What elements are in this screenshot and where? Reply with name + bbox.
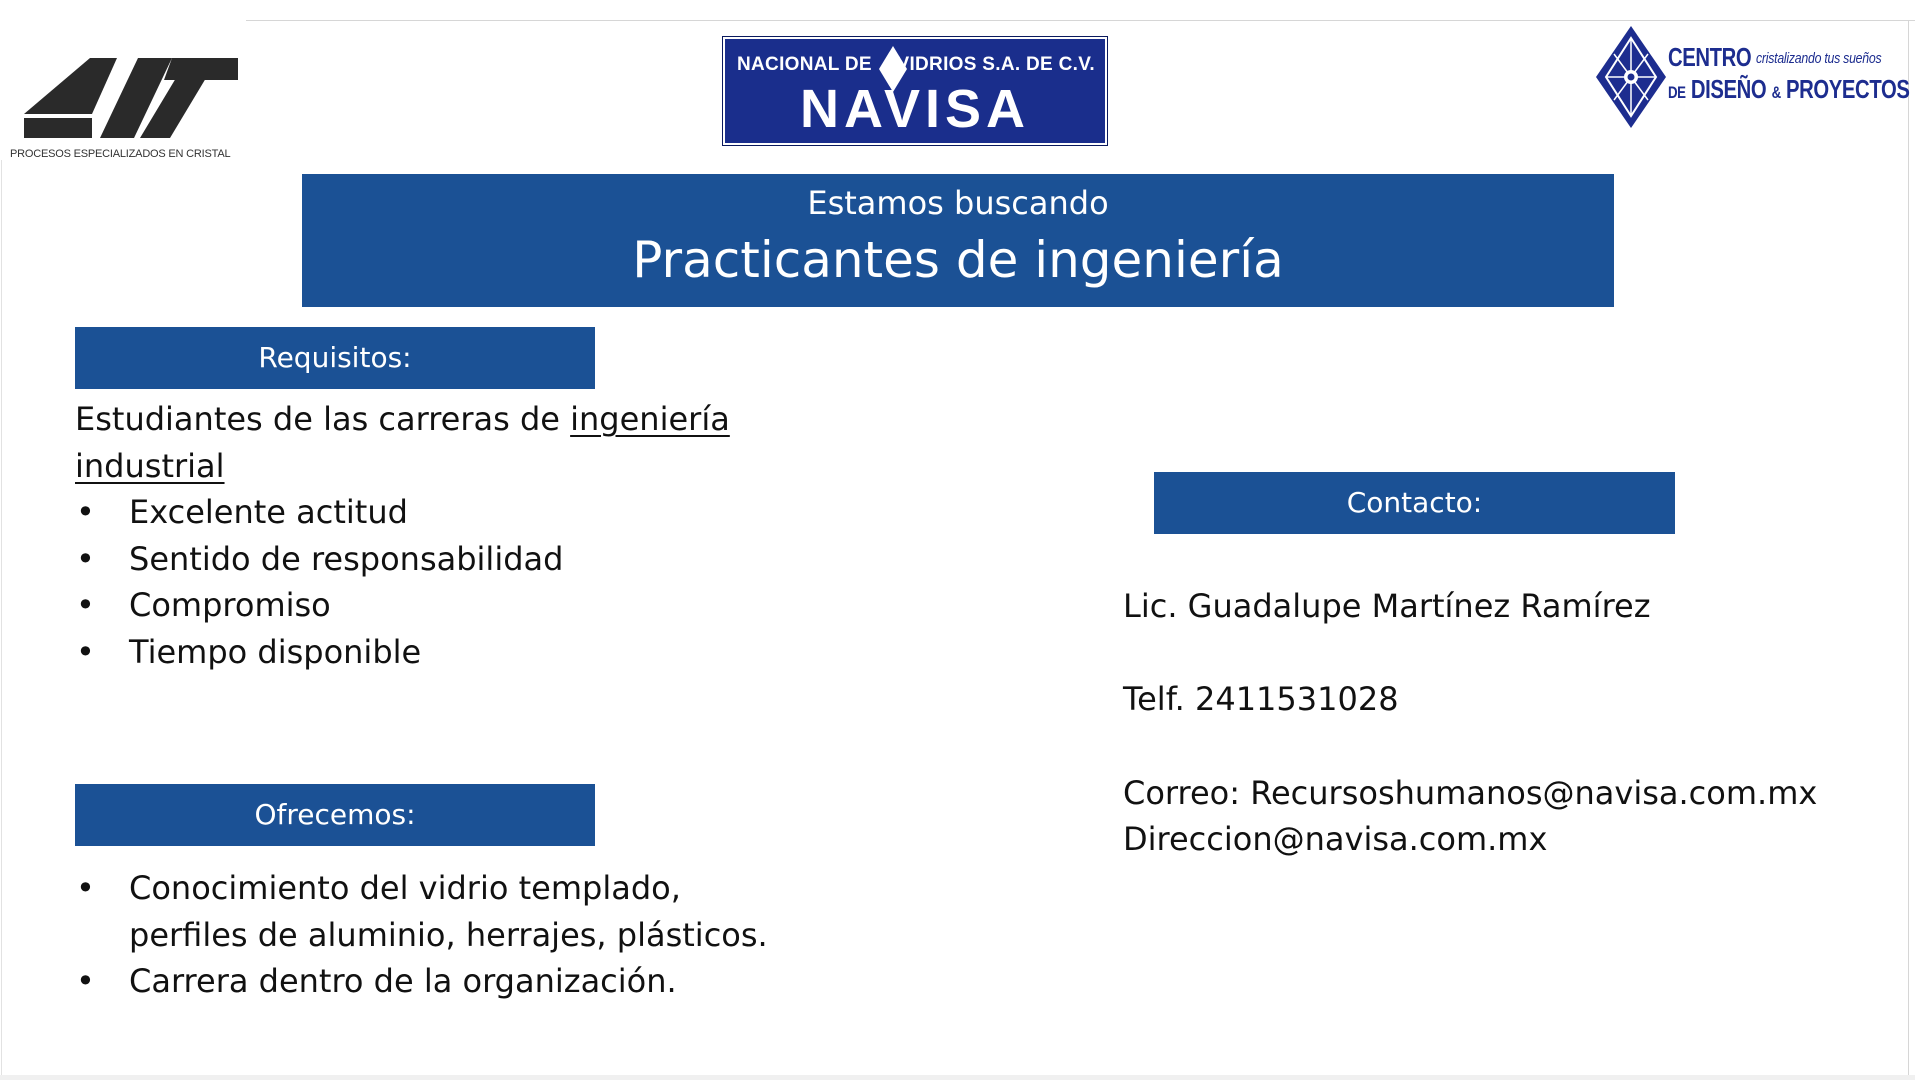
requisitos-heading: Requisitos:	[75, 327, 595, 389]
contact-phone: Telf. 2411531028	[1123, 680, 1399, 718]
bullet-icon: •	[76, 586, 95, 625]
header-subtitle: Estamos buscando	[807, 184, 1109, 222]
av-tagline: PROCESOS ESPECIALIZADOS EN CRISTAL	[10, 148, 231, 160]
list-item-text: Sentido de responsabilidad	[129, 539, 564, 578]
requisitos-intro-line1	[75, 396, 730, 443]
list-item-text-line1: Conocimiento del vidrio templado,	[129, 869, 681, 907]
navisa-logo	[722, 36, 1108, 146]
centro-title-line2	[1668, 74, 1909, 105]
list-item-text-line2: perfiles de aluminio, herrajes, plásticos.	[129, 915, 768, 954]
centro-line2-amp: &	[1771, 83, 1781, 102]
navisa-top-right-text: VIDRIOS S.A. DE C.V.	[896, 54, 1095, 75]
list-item-text: Excelente actitud	[129, 493, 408, 531]
list-item-text-line1: Carrera dentro de la organización.	[129, 962, 677, 1001]
frame-border-right	[1908, 20, 1909, 1075]
contact-name: Lic. Guadalupe Martínez Ramírez	[1123, 587, 1651, 625]
career-link-industrial: industrial	[75, 447, 225, 485]
ofrecemos-heading: Ofrecemos:	[75, 784, 595, 846]
navisa-top-left-text: NACIONAL DE	[737, 54, 872, 75]
contact-email-direccion: Direccion@navisa.com.mx	[1123, 820, 1548, 858]
list-item	[75, 865, 768, 958]
list-item	[75, 489, 563, 536]
page-title: Practicantes de ingeniería	[632, 231, 1284, 289]
bullet-icon: •	[76, 539, 95, 578]
requisitos-intro-prefix: Estudiantes de las carreras de	[75, 400, 571, 438]
career-link-ingenieria: ingeniería	[570, 400, 730, 438]
av-logo-mark-icon	[22, 44, 238, 144]
requisitos-list	[75, 489, 563, 675]
list-item-text: Compromiso	[129, 586, 331, 625]
centro-line2-end: PROYECTOS	[1786, 74, 1910, 104]
centro-line2-prefix: DE	[1668, 83, 1686, 102]
contacto-heading: Contacto:	[1154, 472, 1675, 534]
frame-border-top	[246, 20, 1915, 21]
centro-slogan: cristalizando tus sueños	[1756, 50, 1882, 67]
bullet-icon: •	[76, 493, 95, 531]
crystal-emblem-icon	[1594, 24, 1668, 130]
list-item	[75, 582, 563, 629]
list-item-text: Tiempo disponible	[129, 632, 422, 671]
centro-diseno-logo	[1594, 24, 1910, 134]
bullet-icon: •	[76, 869, 95, 907]
bullet-icon: •	[76, 962, 95, 1001]
frame-border-left	[1, 160, 2, 1075]
frame-border-bottom	[0, 1075, 1915, 1080]
list-item	[75, 629, 563, 676]
centro-line2-main: DISEÑO	[1690, 74, 1767, 104]
centro-title-line1: CENTRO	[1668, 42, 1752, 72]
av-logo	[8, 40, 248, 165]
contact-email-hr: Correo: Recursoshumanos@navisa.com.mx	[1123, 774, 1818, 812]
ofrecemos-list	[75, 865, 768, 1005]
list-item	[75, 958, 768, 1005]
bullet-icon: •	[76, 632, 95, 671]
list-item	[75, 536, 563, 583]
requisitos-intro-line2	[75, 443, 225, 490]
header-banner	[302, 174, 1614, 307]
navisa-wordmark: NAVISA	[799, 79, 1031, 139]
